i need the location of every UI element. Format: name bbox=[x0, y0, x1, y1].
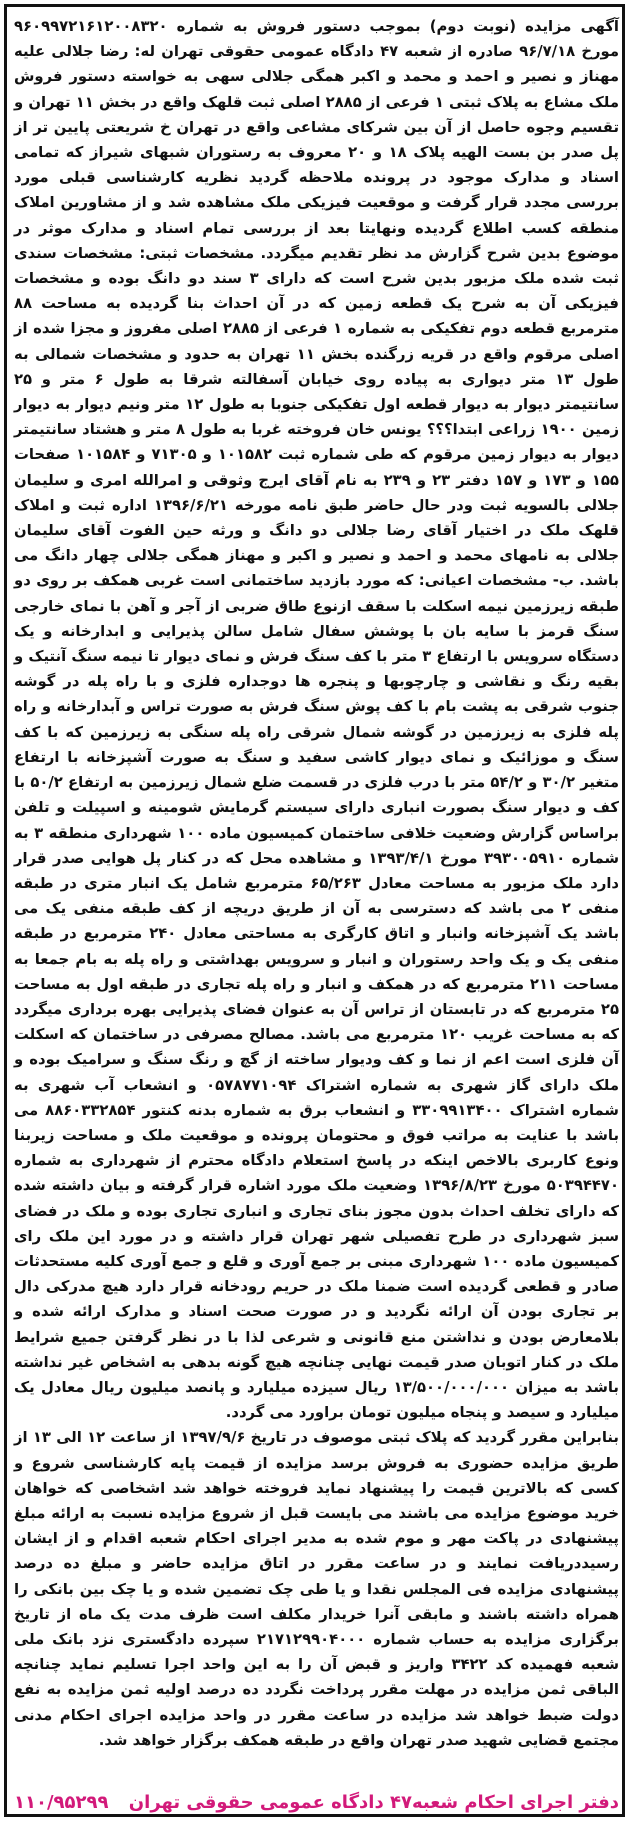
notice-paragraph-2: بنابراین مقرر گردید که پلاک ثبتی موصوف در تاریخ ۱۳۹۷/۹/۶ از ساعت ۱۲ الی ۱۳ از طریق مزایده حضوری به فروش برسد مزایده از قیمت پایه کارشناسی شروع و کسی که بالاترین قیمت را پیشنهاد نماید فروخته خواهد شد اشخاصی که خواهان خرید موضوع مزایده می باشند می بایست قبل از شروع مزایده نسبت به ارائه مبلغ پیشنهادی در پاکت مهر و موم شده به مدیر اجرای احکام شعبه اقدام و از ایشان رسیددریافت نمایند و در ساعت مقرر در اتاق مزایده حاضر و مبلغ ده درصد پیشنهادی مزایده فی المجلس نقدا و یا طی چک تضمین شده و یا چک بین بانکی را همراه داشته باشند و مابقی آنرا خریدار مکلف است ظرف مدت یک ماه از تاریخ برگزاری مزایده به حساب شماره ۲۱۷۱۲۹۹۰۴۰۰۰ سپرده دادگستری نزد بانک ملی شعبه فهمیده کد ۳۴۲۲ واریز و قبض آن را به این واحد اجرا تسلیم نماید چنانچه الباقی ثمن مزایده در مهلت مقرر پرداخت نگردد ده درصد اولیه ثمن مزایده به نفع دولت ضبط خواهد شد مزایده در ساعت مقرر در واحد مزایده اجرای احکام مدنی مجتمع قضایی شهید صدر تهران واقع در طبقه همکف برگزار خواهد شد. bbox=[8, 1429, 620, 1749]
footer-office: دفتر اجرای احکام شعبه۴۷ دادگاه عمومی حقوقی تهران bbox=[128, 1791, 619, 1813]
notice-paragraph-1: آگهی مزایده (نوبت دوم) بموجب دستور فروش به شماره ۹۶۰۹۹۷۲۱۶۱۲۰۰۸۳۲۰ مورخ ۹۶/۷/۱۸ صادره از شعبه ۴۷ دادگاه عمومی حقوقی تهران له: رضا جلالی علیه مهناز و نصیر و احمد و محمد و اکبر همگی جلالی سهی به خواسته دستور فروش ملک مشاع به پلاک ثبتی ۱ فرعی از ۲۸۸۵ اصلی ثبت قلهک واقع در بخش ۱۱ تهران و تقسیم وجوه حاصل از آن بین شرکای مشاعی واقع در تهران خ شریعتی پایین تر از پل صدر بن بست الهیه پلاک ۱۸ و ۲۰ معروف به رستوران شبهای شیراز که تمامی اسناد و مدارک موجود در پرونده ملاحظه گردید نظریه کارشناسی قبلی مورد بررسی مجدد قرار گرفت و موقعیت فیزیکی ملک مشاهده شد و از مشاورین املاک منطقه کسب اطلاع گردیده ونهایتا بعد از بررسی تمام اسناد و مدارک موثر در موضوع بدین شرح گزارش مد نظر تقدیم میگردد. مشخصات ثبتی: مشخصات سندی ثبت شده ملک مزبور بدین شرح است که دارای ۳ سند دو دانگ بوده و مشخصات فیزیکی آن به شرح یک قطعه زمین که در آن احداث بنا گردیده به مساحت ۸۸ مترمربع قطعه دوم تفکیکی به شماره ۱ فرعی از ۲۸۸۵ اصلی مفروز و مجزا شده از اصلی مرقوم واقع در قریه زرگنده بخش ۱۱ تهران به حدود و مشخصات شمالی به طول ۱۳ متر دیواری به پیاده روی خیابان آسفالته شرقا به طول ۶ متر و ۲۵ سانتیمتر دیوار به دیوار قطعه اول تفکیکی جنوبا به طول ۱۲ متر ونیم دیوار به دیوار زمین ۱۹۰۰ زراعی ابتدا؟؟؟ یونس خان فروخته غربا به طول ۸ متر و هشتاد سانتیمتر دیوار به دیوار زمین مرقوم که طی شماره ثبت ۱۰۱۵۸۲ و ۷۱۳۰۵ و ۱۰۱۵۸۴ صفحات ۱۵۵ و ۱۷۳ و ۱۵۷ دفتر ۲۳ و ۲۳۹ به نام آقای ایرج وثوقی و امرالله امری و سلیمان جلالی بالسویه ثبت ودر حال حاضر طبق نامه مورخه ۱۳۹۶/۶/۲۱ اداره ثبت و املاک قلهک ملک در اختیار آقای رضا جلالی دو دانگ و ورثه حین الفوت آقای سلیمان جلالی به نامهای محمد و احمد و نصیر و اکبر و مهناز همگی جلالی چهار دانگ می باشد. ب- مشخصات اعیانی: که مورد بازدید ساختمانی است غربی همکف بر روی دو طبقه زیرزمین نیمه اسکلت با سقف ازنوع طاق ضربی از آجر و آهن با نمای خارجی سنگ قرمز با سایه بان با پوشش سفال شامل سالن پذیرایی و ابدارخانه و یک دستگاه سرویس با ارتفاع ۳ متر با کف سنگ فرش و نمای دیوار تا نیمه سنگ آنتیک و بقیه رنگ و نقاشی و چارچوبها و پنجره ها دوجداره فلزی و با راه پله در گوشه جنوب شرقی به پشت بام با کف پوش سنگ فرش به صورت تراس و آبدارخانه و راه پله فلزی به زیرزمین در گوشه شمال شرقی راه پله سنگی به زیرزمین که با کف سنگ و موزائیک و نمای دیوار کاشی سفید و سنگ به صورت آشپزخانه با ارتفاع متغیر ۳۰/۲ و ۵۴/۲ متر با درب فلزی در قسمت ضلع شمال زیرزمین به ارتفاع ۵۰/۲ با کف و دیوار سنگ بصورت انباری دارای سیستم گرمایش شومینه و اسپیلت و تلفن براساس گزارش وضعیت خلافی ساختمان کمیسیون ماده ۱۰۰ شهرداری منطقه ۳ به شماره ۳۹۳۰۰۵۹۱۰ مورخ ۱۳۹۳/۴/۱ و مشاهده محل که در کنار پل هوایی صدر قرار دارد ملک مزبور به مساحت معادل ۶۵/۲۶۳ مترمربع شامل یک انبار متری در طبقه منفی ۲ می باشد که دسترسی به آن از طریق دریچه از کف طبقه منفی یک می باشد یک آشپزخانه وانبار و اتاق کارگری به مساحتی معادل ۲۴۰ مترمربع در طبقه منفی یک و یک واحد رستوران و انبار و سرویس بهداشتی و راه پله به بام جمعا به مساحت ۲۱۱ مترمربع که در همکف و انبار و راه پله تجاری در طبقه اول به مساحت ۲۵ مترمربع که در تابستان از تراس آن به عنوان فضای پذیرایی بهره برداری میگردد که به مساحت غریب ۱۲۰ مترمربع می باشد. مصالح مصرفی در ساختمان که اسکلت آن فلزی است اعم از نما و کف ودیوار ساخته از گچ و رنگ سنگ و سرامیک بوده و ملک دارای گاز شهری به شماره اشتراک ۰۵۷۸۷۷۱۰۹۴ و انشعاب آب شهری به شماره اشتراک ۳۳۰۹۹۱۳۴۰۰ و انشعاب برق به شماره بدنه کنتور ۸۸۶۰۳۳۲۸۵۴ می باشد با عنایت به مراتب فوق و محتومان پرونده و موقعیت ملک و مساحت زیربنا ونوع کاربری بالاخص اینکه در پاسخ استعلام دادگاه محترم از شهرداری به شماره ۵۰۳۹۴۴۷۰ مورخ ۱۳۹۶/۸/۲۳ وضعیت ملک مورد اشاره قرار گرفته و بیان داشته شده که دارای تخلف احداث بدون مجوز بنای تجاری و انباری تجاری بوده و ملک در فضای سبز شهرداری در طرح تفصیلی شهر تهران قرار داشته و در مورد این ملک رای کمیسیون ماده ۱۰۰ شهرداری مبنی بر جمع آوری و قلع و جمع آوری کلیه مستحدثات صادر و قطعی گردیده است ضمنا ملک در حریم رودخانه قرار دارد هیچ مدرکی دال بر تجاری بودن آن ارائه نگردید و در صورت صحت اسناد و مدارک ارائه شده و بلامعارض بودن و نداشتن منع قانونی و شرعی لذا با در نظر گرفتن جمیع شرایط ملک در کنار اتوبان صدر قیمت نهایی چنانچه هیچ گونه بدهی به اشخاص غیر نداشته باشد به میزان ۱۳/۵۰۰/۰۰۰/۰۰۰ ریال سیزده میلیارد و پانصد میلیون ریال معادل یک میلیارد و سیصد و پنجاه میلیون تومان براورد می گردد. bbox=[8, 18, 620, 1422]
notice-footer bbox=[14, 1788, 619, 1816]
notice-body bbox=[8, 14, 620, 1753]
footer-code: ۱۱۰/۹۵۲۹۹ bbox=[14, 1791, 109, 1813]
